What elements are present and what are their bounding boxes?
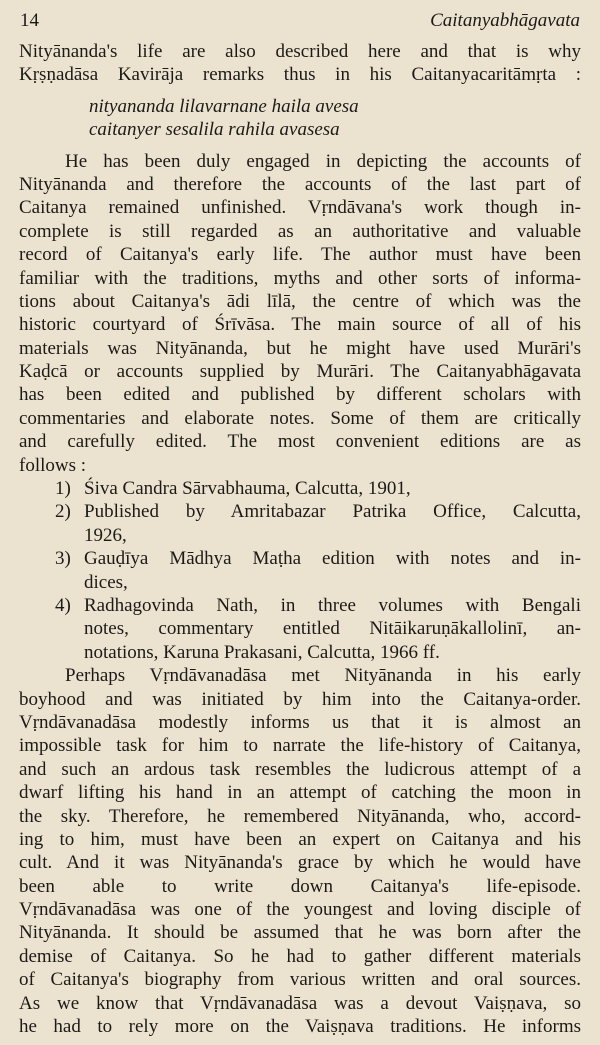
text-line: Caitanya remained unfinished. Vṛndāvana's work though in- bbox=[19, 197, 581, 219]
list-item bbox=[19, 500, 581, 523]
list-item bbox=[19, 547, 581, 570]
list-number: 3) bbox=[55, 548, 71, 570]
list-item bbox=[19, 594, 581, 617]
list-item-text: Gauḍīya Mādhya Maṭha edition with notes and in- bbox=[84, 548, 581, 570]
list-item-text: Radhagovinda Nath, in three volumes with Bengali bbox=[84, 594, 581, 616]
text-line: dwarf lifting his hand in an attempt of catching the moon in bbox=[19, 782, 581, 804]
text-line: Kaḍcā or accounts supplied by Murāri. The Caitanyabhāgavata bbox=[19, 361, 581, 383]
text-line: demise of Caitanya. So he had to gather different materials bbox=[19, 945, 581, 967]
text-line: Nityānanda and therefore the accounts of the last part of bbox=[19, 173, 581, 195]
text-line: and carefully edited. The most convenient editions are as bbox=[19, 431, 581, 453]
list-number: 2) bbox=[55, 501, 71, 523]
list-item-continuation: notations, Karuna Prakasani, Calcutta, 1966 ff. bbox=[84, 641, 440, 663]
text-line: As we know that Vṛndāvanadāsa was a devout Vaiṣṇava, so bbox=[19, 992, 581, 1014]
editions-list bbox=[19, 477, 581, 664]
text-line: familiar with the traditions, myths and other sorts of informa- bbox=[19, 267, 581, 289]
text-line: ing to him, must have been an expert on Caitanya and his bbox=[19, 828, 581, 850]
text-line: boyhood and was initiated by him into the Caitanya-order. bbox=[19, 688, 581, 710]
page-body bbox=[19, 40, 581, 1038]
text-line: Nityānanda's life are also described here and that is why bbox=[19, 41, 581, 62]
text-line: been able to write down Caitanya's life-episode. bbox=[19, 875, 581, 897]
list-number: 1) bbox=[55, 478, 71, 500]
running-title: Caitanyabhāgavata bbox=[430, 10, 580, 31]
list-item-continuation: 1926, bbox=[84, 524, 127, 546]
text-line: and such an ardous task resembles the ludicrous attempt of a bbox=[19, 758, 581, 780]
paragraph-first-line: Perhaps Vṛndāvanadāsa met Nityānanda in his early bbox=[65, 665, 581, 687]
list-item-continuation: notes, commentary entitled Nitāikaruṇākallolinī, an- bbox=[84, 618, 581, 640]
text-line: follows : bbox=[19, 454, 87, 476]
text-line: complete is still regarded as an authoritative and valuable bbox=[19, 220, 581, 242]
list-number: 4) bbox=[55, 594, 71, 616]
list-item-text: Published by Amritabazar Patrika Office, Calcutta, bbox=[84, 501, 581, 523]
verse-line: nityananda lilavarnane haila avesa bbox=[89, 95, 359, 117]
text-line: record of Caitanya's early life. The author must have been bbox=[19, 244, 581, 266]
list-item bbox=[19, 477, 581, 500]
text-line: the sky. Therefore, he remembered Nityānanda, who, accord- bbox=[19, 805, 581, 827]
page-header bbox=[20, 10, 580, 36]
list-item-text: Śiva Candra Sārvabhauma, Calcutta, 1901, bbox=[84, 478, 411, 500]
text-line: Nityānanda. It should be assumed that he was born after the bbox=[19, 922, 581, 944]
list-item-continuation: dices, bbox=[84, 571, 128, 593]
text-line: has been edited and published by different scholars with bbox=[19, 384, 581, 406]
text-line: cult. And it was Nityānanda's grace by which he would have bbox=[19, 852, 581, 874]
text-line: he had to rely more on the Vaiṣṇava traditions. He informs bbox=[19, 1016, 581, 1038]
text-line: materials was Nityānanda, but he might have used Murāri's bbox=[19, 337, 581, 359]
text-line: historic courtyard of Śrīvāsa. The main source of all of his bbox=[19, 314, 581, 336]
text-line: Vṛndāvanadāsa was one of the youngest and loving disciple of bbox=[19, 899, 581, 921]
text-line: Kṛṣṇadāsa Kavirāja remarks thus in his Caitanyacaritāmṛta : bbox=[19, 64, 581, 86]
text-line: commentaries and elaborate notes. Some of them are critically bbox=[19, 407, 581, 429]
verse-line: caitanyer sesalila rahila avasesa bbox=[89, 119, 340, 141]
page-number: 14 bbox=[20, 10, 39, 31]
text-line: tions about Caitanya's ādi līlā, the centre of which was the bbox=[19, 290, 581, 312]
paragraph-first-line: He has been duly engaged in depicting the accounts of bbox=[65, 150, 581, 172]
text-line: of Caitanya's biography from various written and oral sources. bbox=[19, 969, 581, 991]
text-line: Vṛndāvanadāsa modestly informs us that it is almost an bbox=[19, 711, 581, 733]
text-line: impossible task for him to narrate the life-history of Caitanya, bbox=[19, 735, 581, 757]
